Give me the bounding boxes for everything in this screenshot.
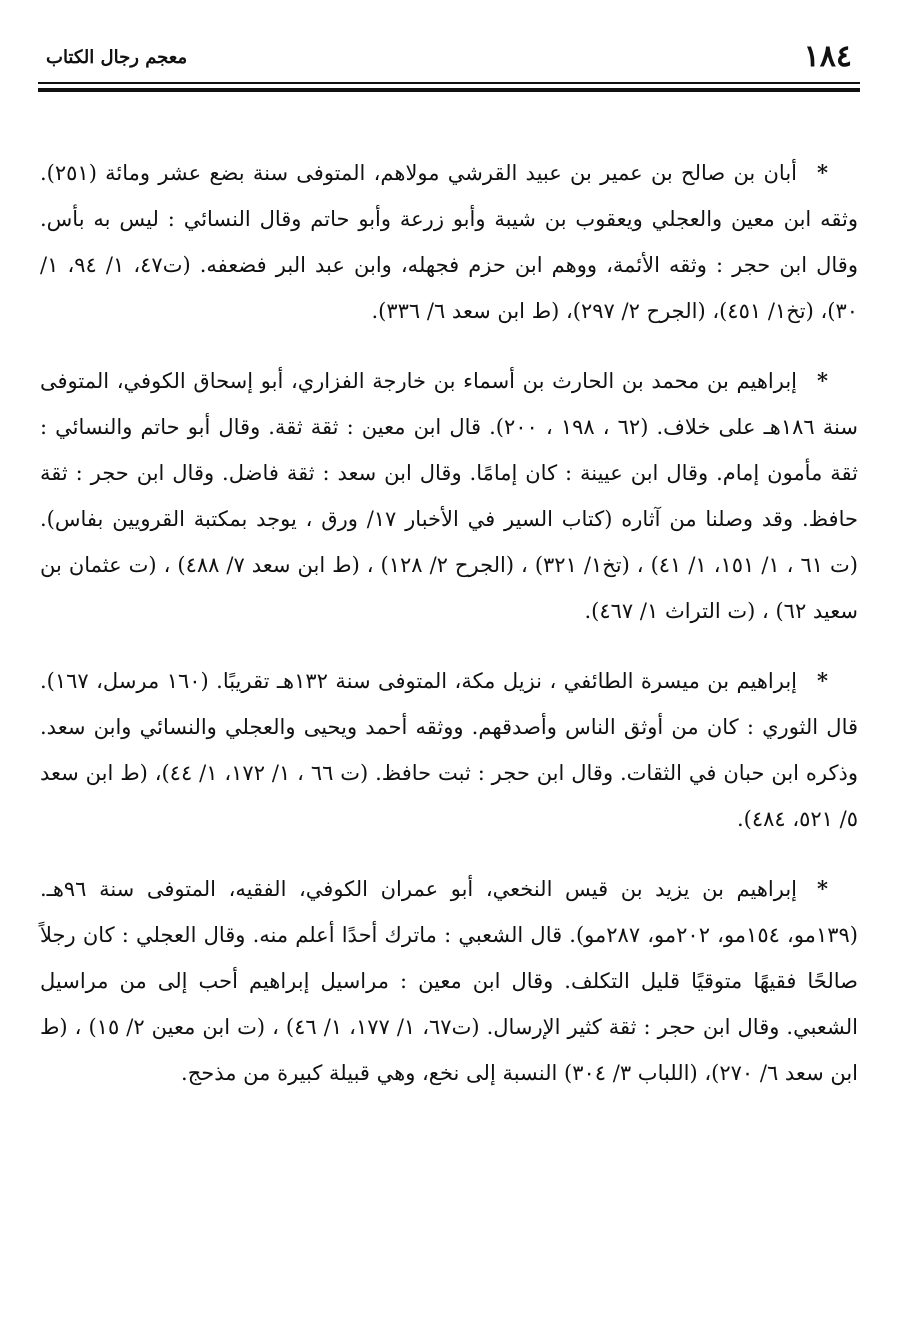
entry-bullet: * bbox=[817, 876, 828, 901]
entry bbox=[40, 658, 858, 842]
entry-text: إبراهيم بن محمد بن الحارث بن أسماء بن خارجة الفزاري، أبو إسحاق الكوفي، المتوفى سنة ١٨٦هـ على خلاف. (٦٢ ، ١٩٨ ، ٢٠٠). قال ابن معين : ثقة ثقة. وقال أبو حاتم والنسائي : ثقة مأمون إمام. وقال ابن عيينة : كان إمامًا. وقال ابن سعد : ثقة فاضل. وقال ابن حجر : ثقة حافظ. وقد وصلنا من آثاره (كتاب السير في الأخبار ١٧/ ورق ، يوجد بمكتبة القرويين بفاس). (ت ٦١ ، ١/ ١٥١، ١/ ٤١) ، (تخ١/ ٣٢١) ، (الجرح ٢/ ١٢٨) ، (ط ابن سعد ٧/ ٤٨٨) ، (ت عثمان بن سعيد ٦٢) ، (ت التراث ١/ ٤٦٧). bbox=[40, 369, 858, 623]
entry bbox=[40, 358, 858, 634]
entry-text: إبراهيم بن يزيد بن قيس النخعي، أبو عمران الكوفي، الفقيه، المتوفى سنة ٩٦هـ. (١٣٩مو، ١٥٤مو، ٢٠٢مو، ٢٨٧مو). قال الشعبي : ماترك أحدًا أعلم منه. وقال العجلي : كان رجلاً صالحًا فقيهًا متوقيًا قليل التكلف. وقال ابن معين : مراسيل إبراهيم أحب إلى من مراسيل الشعبي. وقال ابن حجر : ثقة كثير الإرسال. (ت٦٧، ١/ ١٧٧، ١/ ٤٦) ، (ت ابن معين ٢/ ١٥) ، (ط ابن سعد ٦/ ٢٧٠)، (اللباب ٣/ ٣٠٤) النسبة إلى نخع، وهي قبيلة كبيرة من مذحج. bbox=[40, 877, 859, 1085]
entry bbox=[40, 866, 858, 1096]
entry-text: أبان بن صالح بن عمير بن عبيد القرشي مولاهم، المتوفى سنة بضع عشر ومائة (٢٥١). وثقه ابن معين والعجلي ويعقوب بن شيبة وأبو زرعة وأبو حاتم وقال النسائي : ليس به بأس. وقال ابن حجر : وثقه الأئمة، ووهم ابن حزم فجهله، وابن عبد البر فضعفه. (ت٤٧، ١/ ٩٤، ١/ ٣٠)، (تخ١/ ٤٥١)، (الجرح ٢/ ٢٩٧)، (ط ابن سعد ٦/ ٣٣٦). bbox=[40, 161, 858, 323]
header-rule-thick bbox=[38, 88, 860, 92]
entry-text: إبراهيم بن ميسرة الطائفي ، نزيل مكة، المتوفى سنة ١٣٢هـ تقريبًا. (١٦٠ مرسل، ١٦٧). قال الثوري : كان من أوثق الناس وأصدقهم. ووثقه أحمد ويحيى والعجلي والنسائي وابن سعد. وذكره ابن حبان في الثقات. وقال ابن حجر : ثبت حافظ. (ت ٦٦ ، ١/ ١٧٢، ١/ ٤٤)، (ط ابن سعد ٥/ ٥٢١، ٤٨٤). bbox=[40, 669, 858, 831]
entry-bullet: * bbox=[817, 668, 828, 693]
page-header bbox=[38, 40, 860, 80]
entry bbox=[40, 150, 858, 334]
header-rule-thin bbox=[38, 82, 860, 84]
entry-bullet: * bbox=[817, 368, 828, 393]
entries-list bbox=[40, 150, 858, 1120]
entry-bullet: * bbox=[817, 160, 828, 185]
book-title: معجم رجال الكتاب bbox=[46, 47, 188, 68]
page-number: ١٨٤ bbox=[803, 39, 852, 74]
